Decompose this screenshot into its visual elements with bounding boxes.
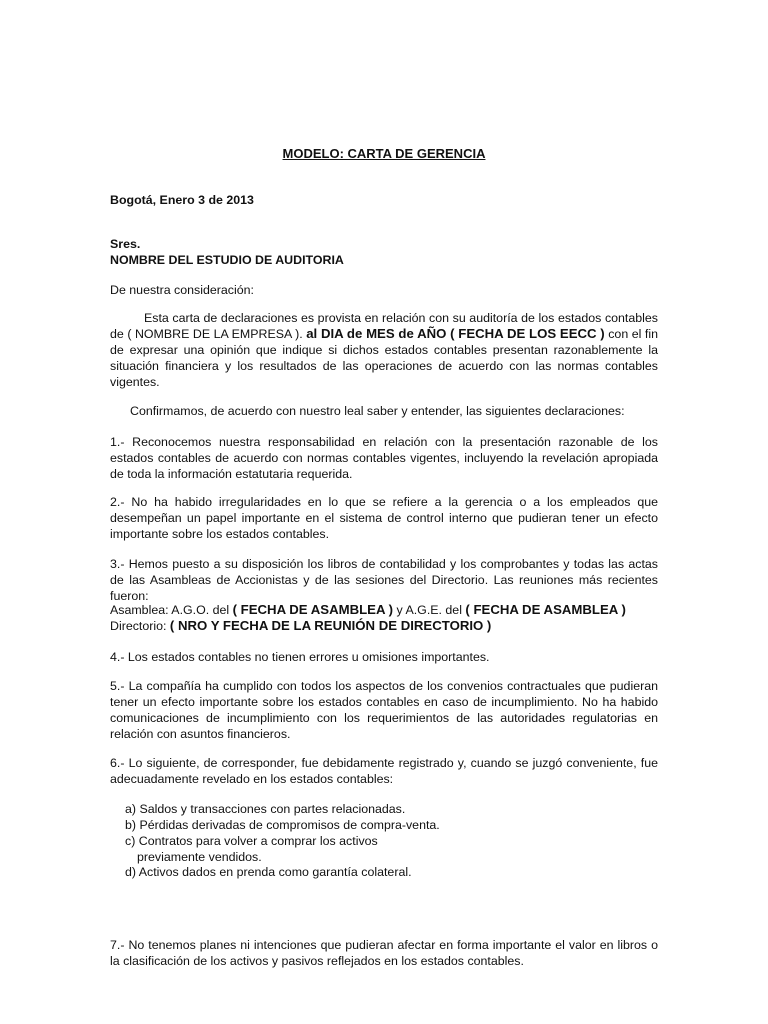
asamblea-mid: y A.G.E. del: [396, 603, 462, 617]
directorio-label: Directorio:: [110, 619, 167, 633]
asamblea-line: [110, 602, 658, 618]
list-item-a: a) Saldos y transacciones con partes relacionadas.: [125, 802, 406, 816]
greeting: De nuestra consideración:: [110, 283, 254, 297]
confirm-paragraph: Confirmamos, de acuerdo con nuestro leal saber y entender, las siguientes declaraciones:: [130, 404, 625, 418]
list-item-b: b) Pérdidas derivadas de compromisos de compra-venta.: [125, 818, 440, 832]
intro-paragraph: [110, 310, 658, 390]
recipient-salutation: Sres.: [110, 237, 141, 251]
recipient-name: NOMBRE DEL ESTUDIO DE AUDITORIA: [110, 253, 344, 267]
date-line: Bogotá, Enero 3 de 2013: [110, 193, 254, 207]
directorio-value: ( NRO Y FECHA DE LA REUNIÓN DE DIRECTORIO ): [169, 618, 492, 633]
list-item-d: d) Activos dados en prenda como garantía colateral.: [125, 865, 412, 879]
intro-text-1: Esta carta de declaraciones es provista en relación con su auditoría de los estados contables de ( NOMBRE DE LA EMPRESA ).: [110, 311, 658, 341]
declaration-4: 4.- Los estados contables no tienen errores u omisiones importantes.: [110, 650, 490, 664]
list-item-c-continued: previamente vendidos.: [137, 850, 262, 864]
asamblea-date-2: ( FECHA DE ASAMBLEA ): [465, 602, 626, 617]
intro-date-placeholder: al DIA de MES de AÑO ( FECHA DE LOS EECC ): [306, 326, 605, 341]
declaration-6: 6.- Lo siguiente, de corresponder, fue debidamente registrado y, cuando se juzgó conveniente, fue adecuadamente revelado en los estados contables:: [110, 756, 658, 786]
directorio-line: [110, 618, 658, 634]
intro-text-2: con el fin de expresar una opinión que indique si dichos estados contables presentan razonablemente la situación financiera y los resultados de las operaciones de acuerdo con las normas contables vigentes.: [110, 327, 659, 389]
declaration-1: 1.- Reconocemos nuestra responsabilidad en relación con la presentación razonable de los estados contables de acuerdo con normas contables vigentes, incluyendo la revelación apropiada de toda la información estatutaria requerida.: [110, 435, 658, 481]
asamblea-label: Asamblea: A.G.O. del: [110, 603, 230, 617]
declaration-2: 2.- No ha habido irregularidades en lo que se refiere a la gerencia o a los empleados que desempeñan un papel importante en el sistema de control interno que pudieran tener un efecto importante sobre los estados contables.: [110, 495, 658, 541]
declaration-3: 3.- Hemos puesto a su disposición los libros de contabilidad y los comprobantes y todas las actas de las Asambleas de Accionistas y de las sesiones del Directorio. Las reuniones más recientes fueron:: [110, 557, 658, 603]
declaration-7: 7.- No tenemos planes ni intenciones que pudieran afectar en forma importante el valor en libros o la clasificación de los activos y pasivos reflejados en los estados contables.: [110, 938, 658, 968]
document-title: MODELO: CARTA DE GERENCIA: [282, 146, 486, 161]
declaration-5: 5.- La compañía ha cumplido con todos los aspectos de los convenios contractuales que pudieran tener un efecto importante sobre los estados contables en caso de incumplimiento. No ha habido comunicaciones de incumplimiento con los requerimientos de las autoridades regulatorias en relación con asuntos financieros.: [110, 679, 658, 741]
asamblea-date-1: ( FECHA DE ASAMBLEA ): [232, 602, 394, 617]
list-item-c: c) Contratos para volver a comprar los activos: [125, 834, 378, 848]
